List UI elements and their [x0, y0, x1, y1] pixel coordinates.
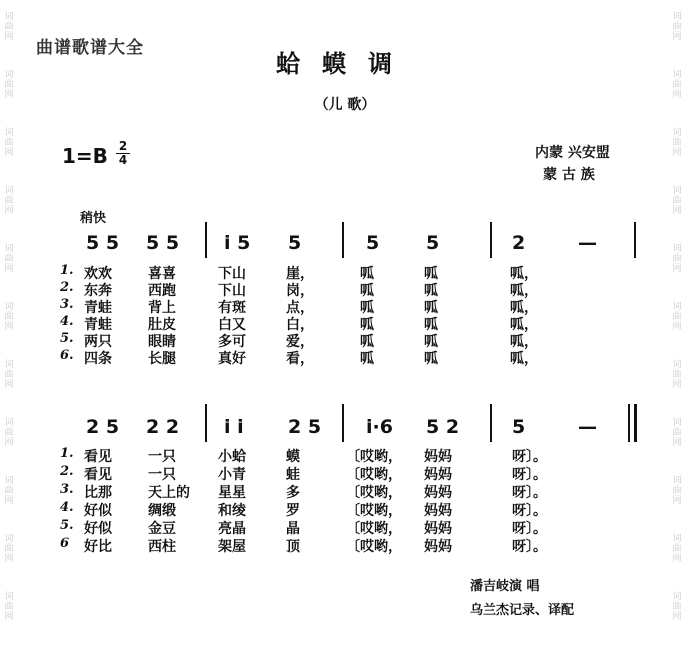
- watermark-text: 词 曲 网: [672, 360, 682, 390]
- lyric-cell: 真好: [218, 351, 246, 367]
- notes-2-8: —: [578, 416, 597, 438]
- lyric-cell: 呀〕。: [512, 539, 547, 555]
- site-name: 曲谱歌谱大全: [36, 38, 144, 58]
- lyric-cell: 崖，: [286, 266, 314, 282]
- verse-number: 3.: [60, 297, 74, 312]
- lyric-cell: 顶: [286, 539, 300, 555]
- watermark-text: 词 曲 网: [4, 360, 14, 390]
- lyric-cell: 呱: [424, 283, 438, 299]
- lyric-cell: 青蛙: [84, 317, 112, 333]
- verse-number: 3.: [60, 482, 74, 497]
- tempo-marking: 稍快: [80, 211, 107, 226]
- lyric-cell: 呱，: [510, 351, 538, 367]
- watermark-text: 词 曲 网: [672, 302, 682, 332]
- song-subtitle: （儿 歌）: [314, 97, 376, 113]
- lyric-cell: 一只: [148, 449, 176, 465]
- credits: [470, 575, 574, 623]
- notes-1-2: 5 5: [146, 232, 180, 254]
- notes-1-5: 5: [366, 232, 380, 254]
- watermark-text: 词 曲 网: [4, 592, 14, 622]
- verse-number: 1.: [60, 446, 74, 461]
- lyric-cell: 呱: [360, 266, 374, 282]
- lyric-cell: 天上的: [148, 485, 190, 501]
- watermark-text: 词 曲 网: [4, 534, 14, 564]
- notes-1-3: i 5: [224, 232, 251, 254]
- lyric-cell: 呱: [360, 334, 374, 350]
- lyric-cell: 呱: [424, 351, 438, 367]
- lyric-cell: 晶: [286, 521, 300, 537]
- lyric-cell: 下山: [218, 283, 246, 299]
- notes-2-7: 5: [512, 416, 526, 438]
- lyric-cell: 呱，: [510, 266, 538, 282]
- watermark-text: 词 曲 网: [4, 70, 14, 100]
- lyric-cell: 架屋: [218, 539, 246, 555]
- lyric-cell: 肚皮: [148, 317, 176, 333]
- watermark-text: 词 曲 网: [672, 476, 682, 506]
- verse-number: 4.: [60, 500, 74, 515]
- lyric-cell: 一只: [148, 467, 176, 483]
- lyric-cell: 眼睛: [148, 334, 176, 350]
- notes-1-6: 5: [426, 232, 440, 254]
- watermark-text: 词 曲 网: [672, 12, 682, 42]
- notes-2-6: 5 2: [426, 416, 460, 438]
- watermark-text: 词 曲 网: [672, 186, 682, 216]
- lyric-cell: 绸缎: [148, 503, 176, 519]
- lyric-cell: 呀〕。: [512, 449, 547, 465]
- verse-number: 1.: [60, 263, 74, 278]
- performer: 潘吉岐演 唱: [470, 579, 540, 594]
- barline: [205, 404, 207, 442]
- lyric-cell: 小青: [218, 467, 246, 483]
- notes-2-4: 2 5: [288, 416, 322, 438]
- lyric-cell: 岗，: [286, 283, 314, 299]
- lyric-cell: 蟆: [286, 449, 300, 465]
- notes-2-1: 2 5: [86, 416, 120, 438]
- verse-number: 4.: [60, 314, 74, 329]
- watermark-text: 词 曲 网: [672, 244, 682, 274]
- lyric-cell: 白又: [218, 317, 246, 333]
- lyric-cell: 蛙: [286, 467, 300, 483]
- lyric-cell: 呀〕。: [512, 467, 547, 483]
- lyric-cell: 多可: [218, 334, 246, 350]
- lyric-cell: 呱: [360, 300, 374, 316]
- lyric-cell: 看见: [84, 467, 112, 483]
- lyric-cell: 背上: [148, 300, 176, 316]
- watermark-text: 词 曲 网: [672, 418, 682, 448]
- verse-number: 5.: [60, 331, 74, 346]
- lyric-cell: 点，: [286, 300, 314, 316]
- lyric-cell: 呱，: [510, 283, 538, 299]
- verse-number: 2.: [60, 280, 74, 295]
- lyric-cell: 下山: [218, 266, 246, 282]
- lyric-cell: 呱: [424, 334, 438, 350]
- lyric-cell: 呱: [424, 266, 438, 282]
- lyric-cell: 〔哎哟，: [346, 539, 402, 555]
- notes-2-3: i i: [224, 416, 244, 438]
- lyric-cell: 看见: [84, 449, 112, 465]
- lyric-cell: 欢欢: [84, 266, 112, 282]
- lyric-cell: 青蛙: [84, 300, 112, 316]
- recorder: 乌兰杰记录、译配: [470, 603, 575, 618]
- verse-number: 6: [60, 536, 70, 551]
- lyric-cell: 西跑: [148, 283, 176, 299]
- verse-number: 2.: [60, 464, 74, 479]
- watermark-text: 词 曲 网: [4, 128, 14, 158]
- lyric-cell: 喜喜: [148, 266, 176, 282]
- notes-1-8: —: [578, 232, 597, 254]
- lyric-cell: 〔哎哟，: [346, 485, 402, 501]
- lyric-cell: 白，: [286, 317, 314, 333]
- lyric-cell: 呀〕。: [512, 503, 547, 519]
- lyric-cell: 多: [286, 485, 300, 501]
- notes-1-4: 5: [288, 232, 302, 254]
- lyric-cell: 〔哎哟，: [346, 467, 402, 483]
- lyric-cell: 小蛤: [218, 449, 246, 465]
- lyric-cell: 罗: [286, 503, 300, 519]
- lyric-cell: 〔哎哟，: [346, 503, 402, 519]
- lyric-cell: 妈妈: [424, 521, 452, 537]
- lyric-cell: 〔哎哟，: [346, 521, 402, 537]
- lyric-cell: 呱，: [510, 317, 538, 333]
- watermark-text: 词 曲 网: [4, 476, 14, 506]
- verse-number: 5.: [60, 518, 74, 533]
- origin-line1: 内蒙 兴安盟: [535, 145, 610, 161]
- notes-2-5: i·6: [366, 416, 393, 438]
- meter-bottom: 4: [118, 153, 128, 167]
- lyric-cell: 和绫: [218, 503, 246, 519]
- lyric-cell: 金豆: [148, 521, 176, 537]
- watermark-text: 词 曲 网: [4, 418, 14, 448]
- lyric-cell: 呱: [424, 317, 438, 333]
- lyric-cell: 呱: [360, 317, 374, 333]
- lyric-cell: 西柱: [148, 539, 176, 555]
- origin-line2: 蒙 古 族: [543, 167, 595, 183]
- watermark-text: 词 曲 网: [4, 12, 14, 42]
- lyric-cell: 好似: [84, 503, 112, 519]
- watermark-text: 词 曲 网: [672, 592, 682, 622]
- barline: [490, 404, 492, 442]
- notes-2-2: 2 2: [146, 416, 180, 438]
- lyric-cell: 好比: [84, 539, 112, 555]
- lyric-cell: 东奔: [84, 283, 112, 299]
- lyric-cell: 呀〕。: [512, 485, 547, 501]
- lyric-cell: 妈妈: [424, 503, 452, 519]
- notes-1-1: 5 5: [86, 232, 120, 254]
- lyric-cell: 妈妈: [424, 467, 452, 483]
- song-title: 蛤蟆调: [276, 49, 414, 78]
- lyric-cell: 好似: [84, 521, 112, 537]
- watermark-text: 词 曲 网: [4, 302, 14, 332]
- lyric-cell: 长腿: [148, 351, 176, 367]
- lyric-cell: 呱，: [510, 300, 538, 316]
- watermark-text: 词 曲 网: [4, 186, 14, 216]
- watermark-text: 词 曲 网: [672, 534, 682, 564]
- lyric-cell: 星星: [218, 485, 246, 501]
- lyric-cell: 比那: [84, 485, 112, 501]
- barline: [628, 404, 630, 442]
- lyric-cell: 妈妈: [424, 485, 452, 501]
- final-barline: [634, 404, 637, 442]
- lyric-cell: 呀〕。: [512, 521, 547, 537]
- lyric-cell: 有斑: [218, 300, 246, 316]
- lyric-cell: 两只: [84, 334, 112, 350]
- lyric-cell: 看，: [286, 351, 314, 367]
- lyric-cell: 呱: [424, 300, 438, 316]
- lyric-cell: 亮晶: [218, 521, 246, 537]
- lyric-cell: 妈妈: [424, 539, 452, 555]
- watermark-text: 词 曲 网: [672, 70, 682, 100]
- lyric-cell: 呱: [360, 351, 374, 367]
- lyric-cell: 妈妈: [424, 449, 452, 465]
- lyric-cell: 呱，: [510, 334, 538, 350]
- lyric-cell: 爱，: [286, 334, 314, 350]
- verse-number: 6.: [60, 348, 74, 363]
- notes-1-7: 2: [512, 232, 526, 254]
- meter-top: 2: [118, 139, 128, 153]
- barline: [342, 404, 344, 442]
- lyric-cell: 呱: [360, 283, 374, 299]
- key-signature: 1=B: [62, 144, 108, 168]
- lyric-cell: 〔哎哟，: [346, 449, 402, 465]
- watermark-text: 词 曲 网: [4, 244, 14, 274]
- watermark-text: 词 曲 网: [672, 128, 682, 158]
- lyric-cell: 四条: [84, 351, 112, 367]
